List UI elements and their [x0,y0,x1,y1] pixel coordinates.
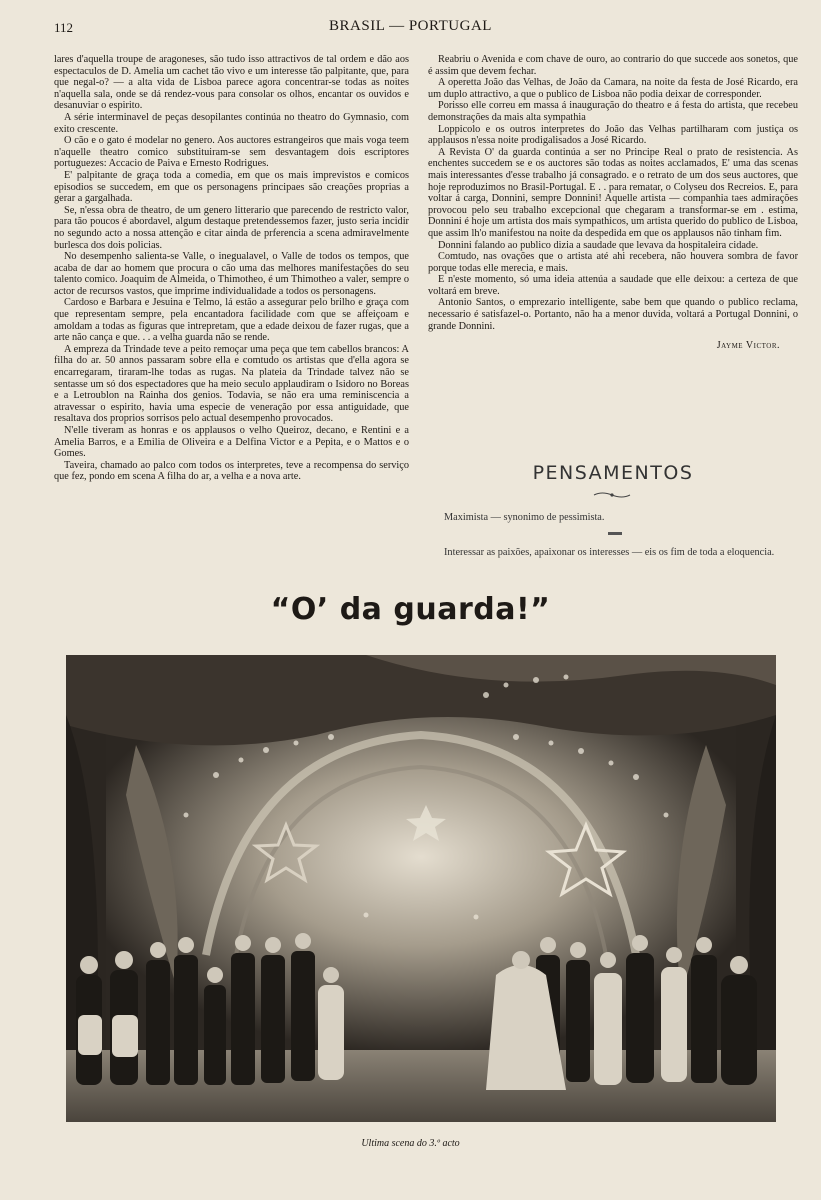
right-paragraph: E n'este momento, só uma ideia attenúa a saudade que elle deixou: a certeza de que voltará em breve. [428,274,798,297]
pensamento-item: Interessar as paixões, apaixonar os interesses — eis os fim de toda a eloquencia. [444,547,775,558]
photo-caption: Ultima scena do 3.º acto [361,1138,460,1149]
right-paragraph: A Revista O' da guarda continúa a ser no Principe Real o prato de resistencia. As enchentes succedem se e os auctores são todas as noites acclamados, E' uma das scenas mais interessantes d'esse trabalho já consagrado. e o retrato de um dos seus auctores, que hoje reproduzimos no Brasil-Portugal. E . . para rematar, o Colyseu dos Recreios. E, para voltar á carga, Donnini, sempre Donnini! Aquelle artista — companhia taes admirações provocou pelo seu trabalho excepcional que chegaram a transformar-se em . estima, Donnini é hoje um artista dos mais sympathicos, um artista querido do publico de Lisboa, que assim lh'o manifestou na noite da despedida em que os applausos não tinham fim. [428,146,798,239]
left-paragraph: Taveira, chamado ao palco com todos os interpretes, teve a recompensa do serviço que fez, pondo em scena A filha do ar, a velha e a nova arte. [54,459,409,483]
stage-scene-illustration [66,655,776,1122]
right-paragraph: Donnini falando ao publico dizia a saudade que levava da hospitaleira cidade. [438,239,759,251]
pensamentos-body [432,512,798,567]
left-paragraph: Cardoso e Barbara e Jesuina e Telmo, lá estão a assegurar pelo brilho e graça com que representam sempre, pela encantadora facilidade com que se affeiçoam e amoldam a todas as figuras que intrepretam, que a edade deixou de fazer rugas, que a arte não cança e que. . . a velha guarda não se rende. [54,297,409,344]
right-paragraph: Porisso elle correu em massa á inauguração do theatro e á festa do artista, que recebeu demonstrações da mais alta sympathia [428,100,798,123]
left-paragraph: lares d'aquella troupe de aragoneses, são tudo isso attractivos de tal ordem e dão aos espectaculos de D. Amelia um cachet tão vivo e um interesse tão palpitante, que, para que negal-o? — a alta vida de Lisboa parece agora concentrar-se todas as noites n'aquella sala, onde se dá rendez-vous para consolar os olhos, encantar os ouvidos e desanuviar o espirito. [54,54,409,112]
running-title: BRASIL — PORTUGAL [329,18,492,34]
ornament-divider-icon [592,490,632,500]
author-byline: Jayme Victor. [716,340,780,352]
left-paragraph: O cão e o gato é modelar no genero. Aos auctores estrangeiros que mais voga teem n'aquelle theatro comico substituiram-se sem desvantagem dois escriptores portuguezes: Accacio de Paiva e Ernesto Rodrigues. [54,135,409,170]
right-column [428,54,798,352]
right-paragraph: A operetta João das Velhas, de João da Camara, na noite da festa de José Ricardo, era um duplo attractivo, a que o publico de Lisboa não podia deixar de corresponder. [428,77,798,100]
stage-photo [66,655,776,1122]
left-paragraph: Se, n'essa obra de theatro, de um genero litterario que parecendo de restricto valor, para tão poucos é abordavel, algum destaque pretendessemos fazer, justo seria incidir no segundo acto a nossa attenção e citar ainda de prferencia a scena admiravelmente burlesca dos dois policias. [54,204,409,251]
left-column [54,54,409,483]
page-number: 112 [54,20,74,35]
feature-headline: “O’ da guarda!” [270,592,551,627]
pensamentos-title: PENSAMENTOS [532,462,694,484]
pensamento-separator [608,532,622,535]
right-paragraph: Loppicolo e os outros interpretes do João das Velhas partilharam com justiça os applausos n'essa noite prodigalisados a José Ricardo. [428,123,798,147]
right-paragraph: Reabriu o Avenida e com chave de ouro, ao contrario do que succede aos sonetos, que é assim que devem fechar. [428,54,798,77]
left-paragraph: A série interminavel de peças desopilantes continúa no theatro do Gymnasio, com exito crescente. [54,111,409,135]
pensamento-item: Maximista — synonimo de pessimista. [444,512,605,523]
left-paragraph: E' palpitante de graça toda a comedia, em que os mais imprevistos e comicos episodios se succedem, em que os personagens principaes são creações proprias a gerar a gargalhada. [54,169,409,205]
left-paragraph: No desempenho salienta-se Valle, o inegualavel, o Valle de todos os tempos, que acaba de dar ao homem que procura o cão uma das melhores manifestações do seu talento comico. Joaquim de Almeida, o Thimotheo, é um Thimotheo a valer, sempre o actor de recursos vastos, que imprime individualidade a todos os personagens. [54,251,409,297]
left-paragraph: A empreza da Trindade teve a peito remoçar uma peça que tem cabellos brancos: A filha do ar. 50 annos passaram sobre ella e comtudo os artistas que d'ella agora se encarregaram, tiraram-lhe todas as rugas. Na plateia da Trindade talvez não se sentasse um só dos espectadores que ha meio seculo applaudiram o Isidoro no Boreas e a Letroublon na Rainha dos genios. Todavia, se não era uma reminiscencia a atravessar o espirito, havia uma especie de veneração por essa antiguidade, que resaltava dos proprios sorrisos pelo actual desempenho provocados. [54,343,409,425]
left-paragraph: N'elle tiveram as honras e os applausos o velho Queiroz, decano, e Rentini e a Amelia Barros, e a Emilia de Oliveira e a Delfina Victor e a Pepita, e o Mattos e o Gomes. [54,425,409,460]
right-paragraph: Comtudo, nas ovações que o artista até ahi recebera, não houvera sombra de favor porque todas elle merecia, e mais. [428,251,798,274]
right-paragraph: Antonio Santos, o emprezario intelligente, sabe bem que quando o publico reclama, necessario é satisfazel-o. Portanto, não ha a menor duvida, voltará a Portugal Donnini, o grande Donnini. [428,297,798,332]
